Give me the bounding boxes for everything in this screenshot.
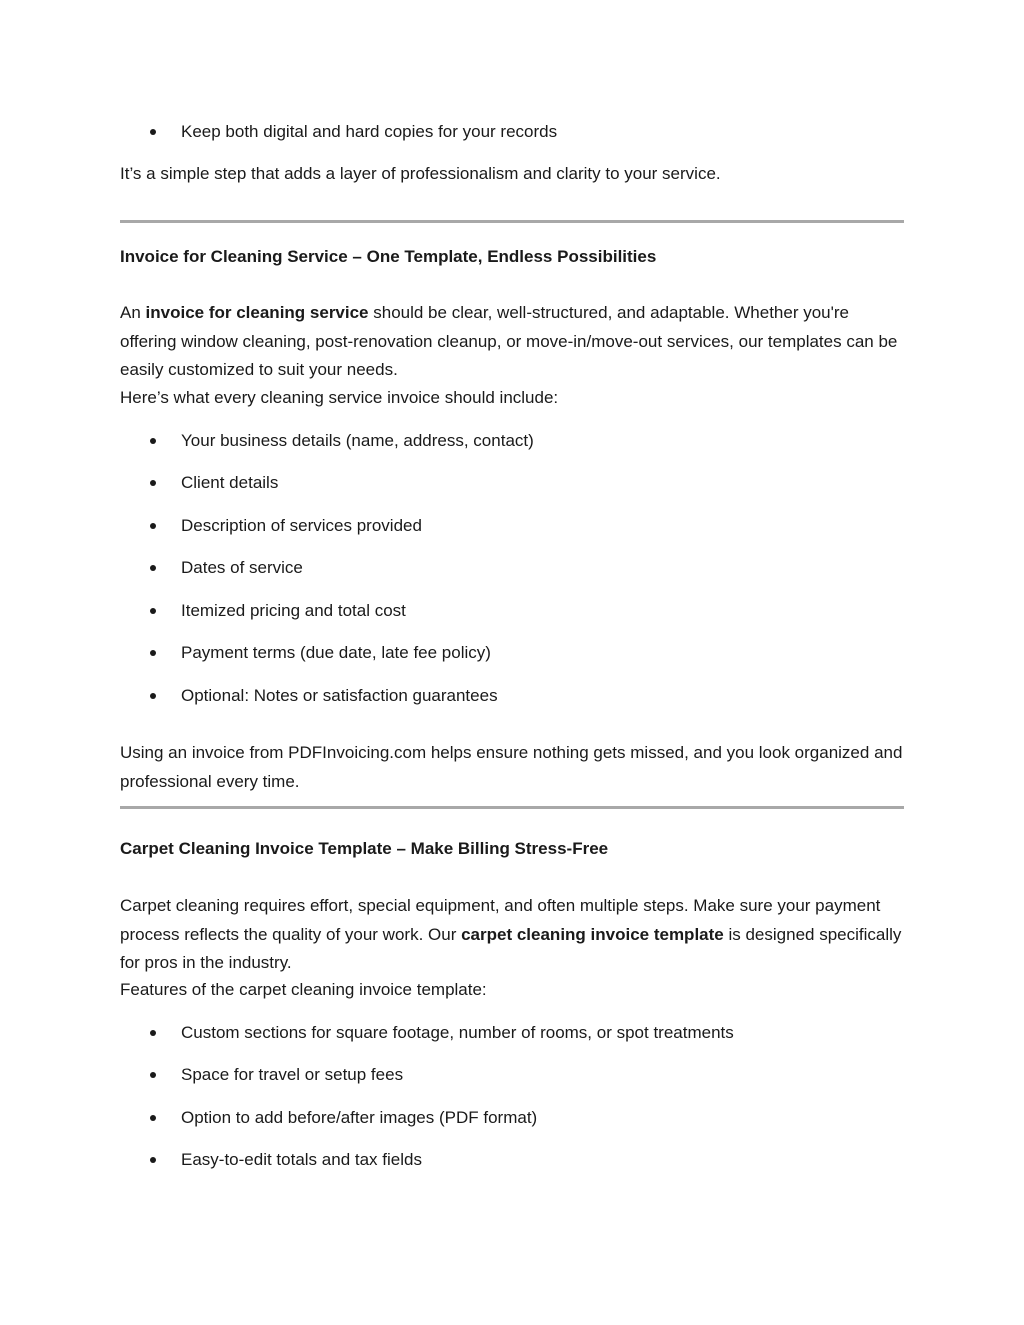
list-item-text: Space for travel or setup fees bbox=[181, 1065, 404, 1084]
section-divider bbox=[120, 806, 904, 809]
bullet-icon bbox=[150, 1115, 156, 1121]
list-intro: Features of the carpet cleaning invoice template: bbox=[120, 980, 487, 999]
section-heading-cleaning-service: Invoice for Cleaning Service – One Template, Endless Possibilities bbox=[120, 247, 657, 266]
bullet-icon bbox=[150, 129, 156, 135]
bullet-icon bbox=[150, 693, 156, 699]
list-item-text: Your business details (name, address, contact) bbox=[181, 431, 534, 450]
paragraph-bold-text: invoice for cleaning service bbox=[145, 303, 369, 322]
bullet-icon bbox=[150, 438, 156, 444]
section-paragraph bbox=[120, 892, 910, 978]
paragraph-text: should be clear, well-structured, and adaptable. Whether you're offering window cleaning, post-renovation cleanup, or move-in/move-out services, our templates can be easily customized to suit your needs. bbox=[120, 303, 898, 379]
list-item-text: Option to add before/after images (PDF format) bbox=[181, 1108, 538, 1127]
intro-closing-paragraph: It’s a simple step that adds a layer of professionalism and clarity to your service. bbox=[120, 164, 721, 183]
list-item-text: Client details bbox=[181, 473, 279, 492]
list-item-text: Optional: Notes or satisfaction guarantees bbox=[181, 686, 498, 705]
list-item-text: Itemized pricing and total cost bbox=[181, 601, 406, 620]
list-item-text: Dates of service bbox=[181, 558, 303, 577]
paragraph-text: An bbox=[120, 303, 146, 322]
list-item-text: Description of services provided bbox=[181, 516, 422, 535]
list-item-text: Keep both digital and hard copies for your records bbox=[181, 122, 558, 141]
list-item-text: Payment terms (due date, late fee policy) bbox=[181, 643, 491, 662]
section-heading-carpet-cleaning: Carpet Cleaning Invoice Template – Make Billing Stress-Free bbox=[120, 839, 609, 858]
bullet-icon bbox=[150, 1030, 156, 1036]
bullet-icon bbox=[150, 608, 156, 614]
bullet-icon bbox=[150, 1157, 156, 1163]
paragraph-text: Carpet cleaning requires effort, special equipment, and often multiple steps. Make sure your payment process reflects the quality of your work. Our bbox=[120, 896, 881, 944]
list-intro: Here’s what every cleaning service invoice should include: bbox=[120, 388, 559, 407]
list-item-text: Custom sections for square footage, number of rooms, or spot treatments bbox=[181, 1023, 734, 1042]
bullet-icon bbox=[150, 480, 156, 486]
section-paragraph bbox=[120, 299, 910, 385]
section-divider bbox=[120, 220, 904, 223]
bullet-icon bbox=[150, 565, 156, 571]
paragraph-bold-text: carpet cleaning invoice template bbox=[461, 924, 724, 944]
list-item-text: Easy-to-edit totals and tax fields bbox=[181, 1150, 422, 1169]
paragraph-text: is designed specifically for pros in the industry. bbox=[120, 924, 902, 972]
bullet-icon bbox=[150, 650, 156, 656]
section-closing-paragraph: Using an invoice from PDFInvoicing.com helps ensure nothing gets missed, and you look organized and professional every time. bbox=[120, 743, 903, 791]
bullet-icon bbox=[150, 523, 156, 529]
bullet-icon bbox=[150, 1072, 156, 1078]
